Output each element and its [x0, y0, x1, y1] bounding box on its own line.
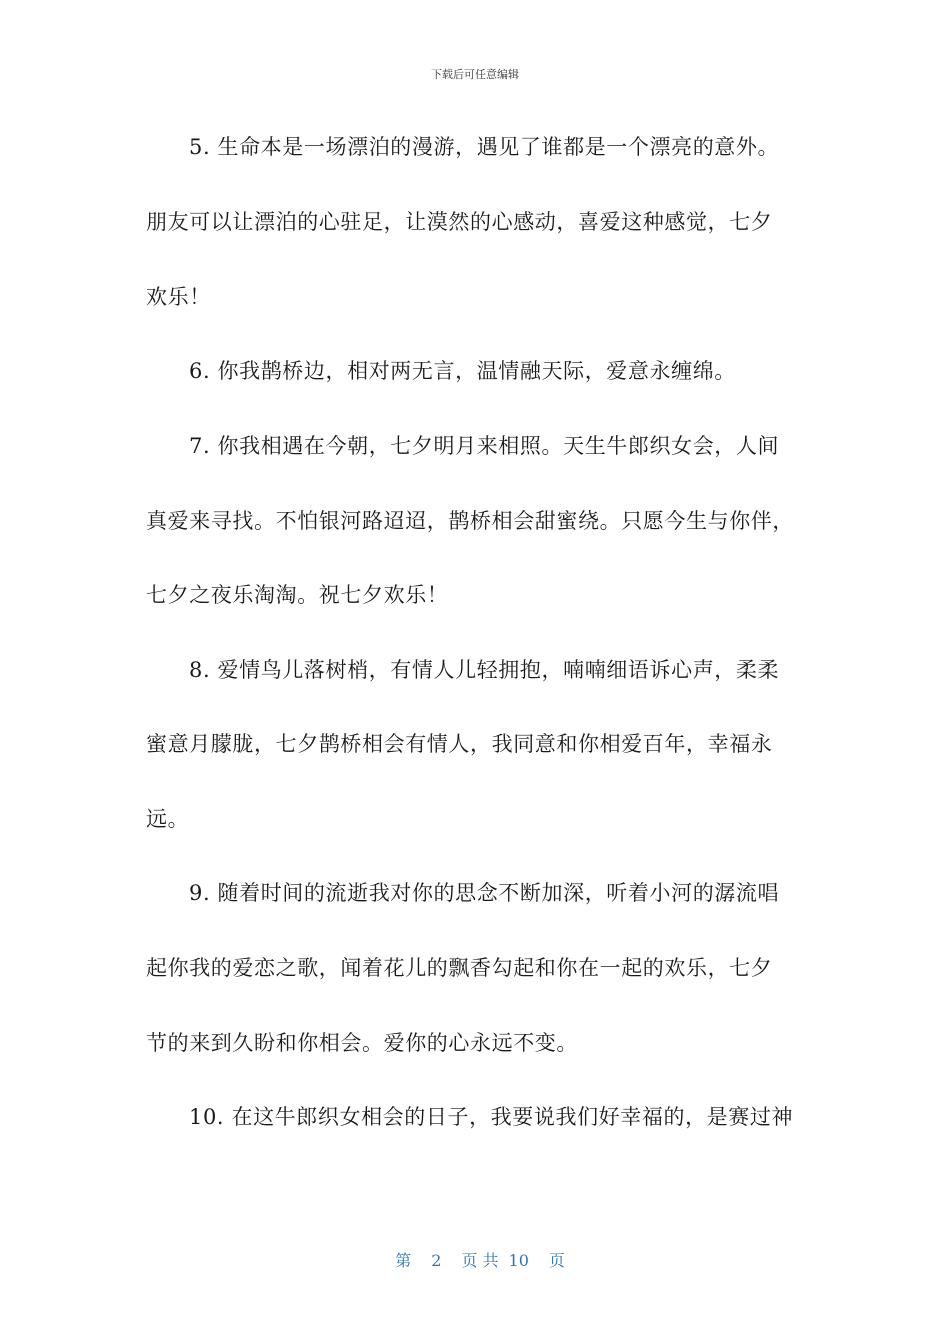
text-line: 起你我的爱恋之歌，闻着花儿的飘香勾起和你在一起的欢乐，七夕: [146, 956, 773, 980]
text-line: 9. 随着时间的流逝我对你的思念不断加深，听着小河的潺流唱: [189, 881, 780, 905]
current-page-number: 2: [431, 1251, 442, 1270]
text-line: 欢乐！: [146, 285, 211, 309]
text-line: 七夕之夜乐淘淘。祝七夕欢乐！: [146, 583, 449, 607]
footer-prefix: 第: [395, 1251, 412, 1270]
text-line: 蜜意月朦胧，七夕鹊桥相会有情人，我同意和你相爱百年，幸福永: [146, 732, 773, 756]
text-line: 6. 你我鹊桥边，相对两无言，温情融天际，爱意永缠绵。: [189, 359, 736, 383]
text-line: 远。: [146, 807, 190, 831]
text-line: 真爱来寻找。不怕银河路迢迢，鹊桥相会甜蜜绕。只愿今生与你伴，: [146, 509, 794, 533]
text-line: 节的来到久盼和你相会。爱你的心永远不变。: [146, 1031, 578, 1055]
footer-suffix: 页: [548, 1251, 565, 1270]
total-pages-number: 10: [508, 1251, 529, 1270]
text-line: 8. 爱情鸟儿落树梢，有情人儿轻拥抱，喃喃细语诉心声，柔柔: [189, 658, 780, 682]
text-line: 7. 你我相遇在今朝，七夕明月来相照。天生牛郎织女会，人间: [189, 434, 780, 458]
text-line: 10. 在这牛郎织女相会的日子，我要说我们好幸福的，是赛过神: [189, 1105, 794, 1129]
page-footer: [0, 1229, 950, 1271]
text-line: 朋友可以让漂泊的心驻足，让漠然的心感动，喜爱这种感觉，七夕: [146, 210, 773, 234]
text-line: 5. 生命本是一场漂泊的漫游，遇见了谁都是一个漂亮的意外。: [189, 135, 780, 159]
footer-mid: 页 共: [461, 1251, 499, 1270]
page-header: 下载后可任意编辑: [431, 68, 519, 81]
